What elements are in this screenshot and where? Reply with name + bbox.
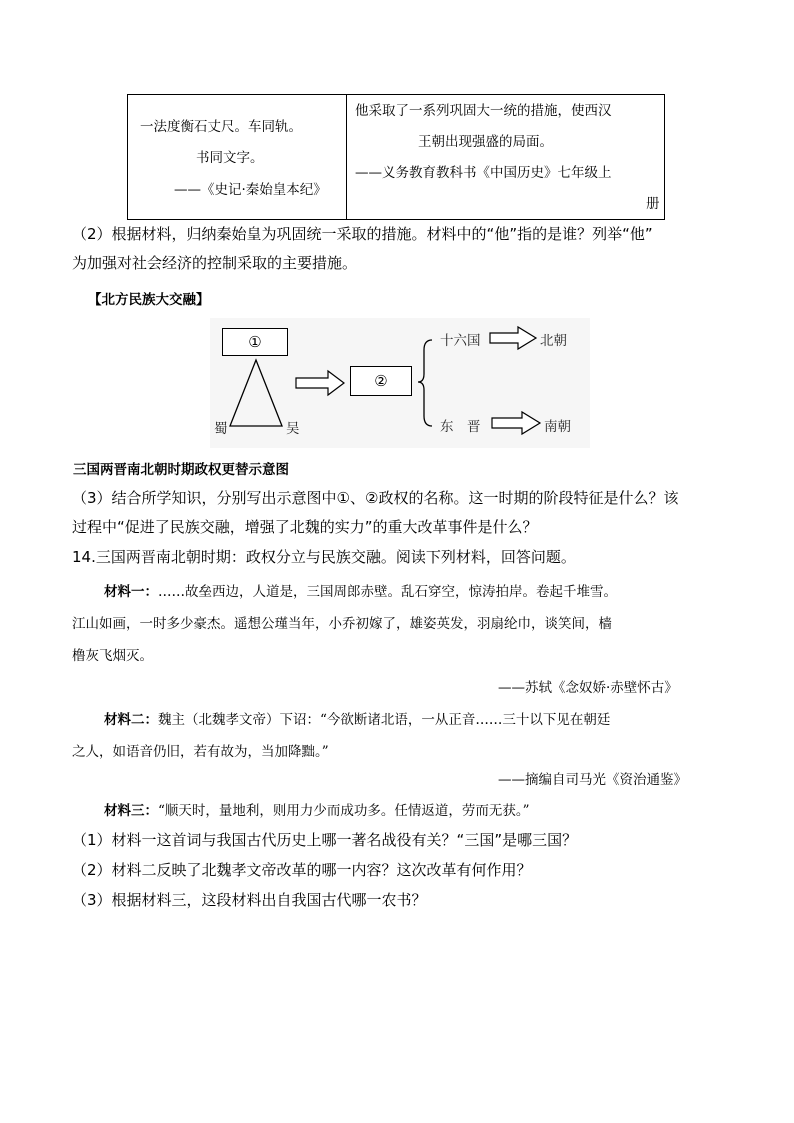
box-regime-2: ②	[350, 366, 412, 396]
question-2-line-2: 为加强对社会经济的控制采取的主要措施。	[72, 254, 358, 272]
material-2-line-1: 魏主（北魏孝文帝）下诏：“今欲断诸北语，一从正音……三十以下见在朝廷	[158, 712, 611, 728]
table-right-line-2: 王朝出现强盛的局面。	[418, 134, 553, 150]
material-1-line-1: ……故垒西边，人道是，三国周郎赤壁。乱石穿空，惊涛拍岸。卷起千堆雪。	[158, 584, 617, 600]
question-2-line-1: （2）根据材料，归纳秦始皇为巩固统一采取的措施。材料中的“他”指的是谁？列举“他”	[72, 225, 653, 243]
arrow-to-north	[490, 327, 536, 349]
material-1-source: ——苏轼《念奴娇·赤壁怀古》	[498, 680, 678, 696]
material-2-first-line	[104, 708, 610, 728]
label-shu: 蜀	[214, 421, 228, 437]
material-2-line-2: 之人，如语音仍旧，若有故为，当加降黜。”	[72, 744, 329, 760]
arrow-to-south	[492, 412, 540, 434]
section-heading: 【北方民族大交融】	[88, 292, 210, 308]
material-1-first-line	[104, 580, 617, 600]
sub-question-3: （3）根据材料三，这段材料出自我国古代哪一农书？	[72, 891, 427, 909]
diagram-caption: 三国两晋南北朝时期政权更替示意图	[73, 462, 289, 478]
label-sixteen-kingdoms: 十六国	[440, 333, 481, 349]
label-northern-dynasties: 北朝	[540, 333, 567, 349]
material-1-line-2: 江山如画，一时多少豪杰。遥想公瑾当年，小乔初嫁了，雄姿英发，羽扇纶巾，谈笑间，樯	[72, 616, 612, 632]
triangle-shape	[230, 360, 282, 426]
table-left-line-2: 书同文字。	[196, 150, 264, 166]
sub-question-1: （1）材料一这首词与我国古代历史上哪一著名战役有关？“三国”是哪三国？	[72, 831, 578, 849]
brace-shape	[418, 340, 432, 426]
label-eastern-jin: 东 晋	[440, 419, 481, 435]
label-southern-dynasties: 南朝	[544, 419, 571, 435]
table-divider	[346, 95, 347, 219]
sub-question-2: （2）材料二反映了北魏孝文帝改革的哪一内容？这次改革有何作用？	[72, 861, 532, 879]
question-3-line-2: 过程中“促进了民族交融，增强了北魏的实力”的重大改革事件是什么？	[72, 518, 538, 536]
table-right-source-end: 册	[646, 196, 660, 212]
material-1-label: 材料一：	[104, 584, 158, 600]
table-right-line-1: 他采取了一系列巩固大一统的措施，使西汉	[355, 103, 612, 119]
table-right-source: ——义务教育教科书《中国历史》七年级上	[355, 165, 612, 181]
regime-succession-diagram	[210, 318, 590, 448]
material-1-line-3: 橹灰飞烟灭。	[72, 648, 153, 664]
arrow-to-box2	[296, 371, 344, 395]
table-left-line-1: 一法度衡石丈尺。车同轨。	[140, 119, 302, 135]
box-regime-1: ①	[222, 328, 288, 356]
label-wu: 吴	[286, 421, 300, 437]
question-3-line-1: （3）结合所学知识，分别写出示意图中①、②政权的名称。这一时期的阶段特征是什么？该	[72, 489, 679, 507]
material-2-label: 材料二：	[104, 712, 158, 728]
table-left-source: ——《史记·秦始皇本纪》	[174, 182, 327, 198]
material-3-line-1: “顺天时，量地利，则用力少而成功多。任情返道，劳而无获。”	[158, 803, 530, 819]
material-2-source: ——摘编自司马光《资治通鉴》	[498, 772, 687, 788]
material-3-line	[104, 799, 530, 819]
question-14-title: 14.三国两晋南北朝时期：政权分立与民族交融。阅读下列材料，回答问题。	[72, 548, 576, 566]
material-3-label: 材料三：	[104, 803, 158, 819]
